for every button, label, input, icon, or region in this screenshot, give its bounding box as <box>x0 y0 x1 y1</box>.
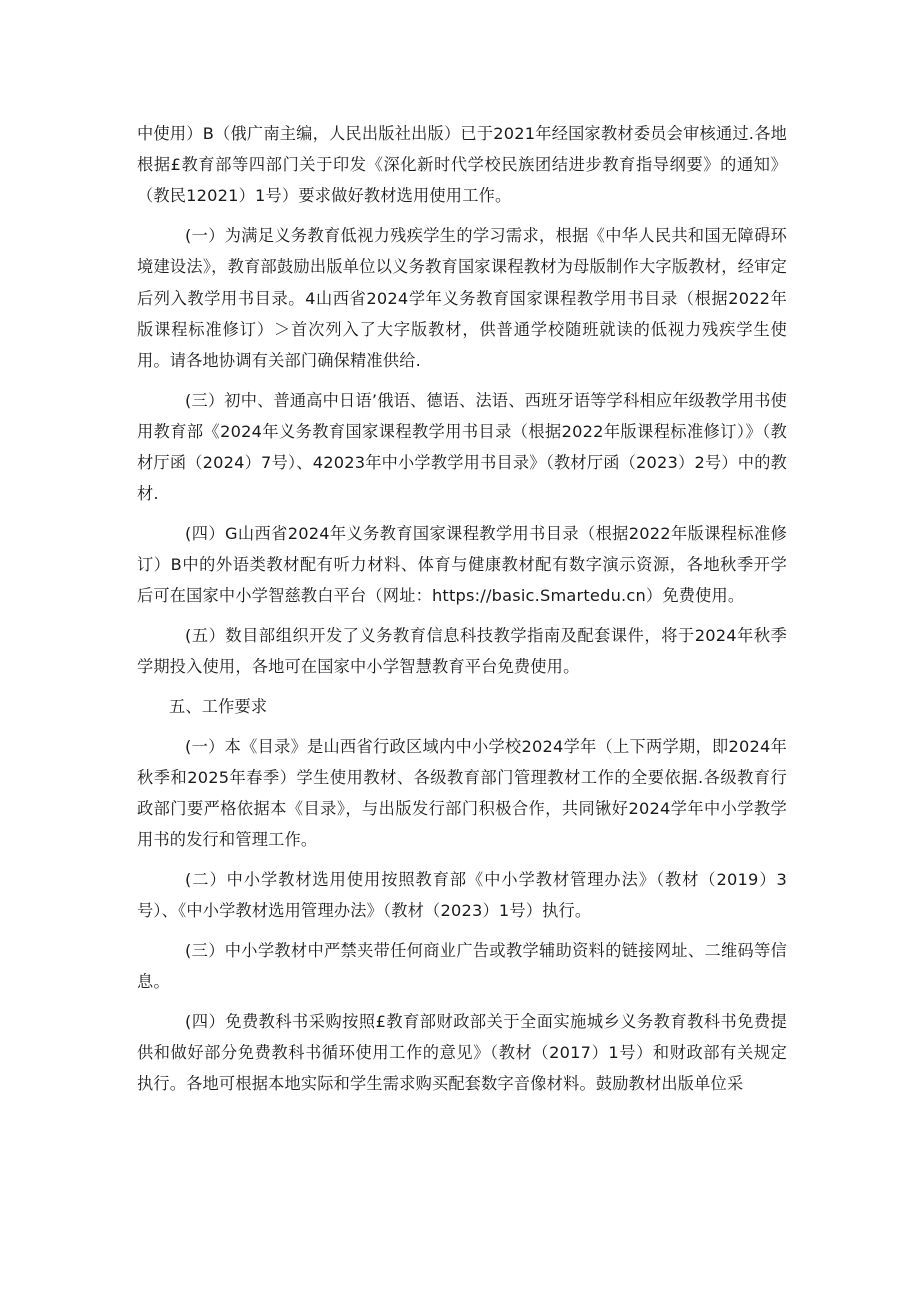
paragraph-item-3: (三）初中、普通高中日语’俄语、德语、法语、西班牙语等学科相应年级教学用书使用教育部《2024年义务教育国家课程教学用书目录（根据2022年版课程标准修订）》（教材厅函（2024）7号）、42023年中小学教学用书目录》（教材厅函（2023）2号）中的教材. <box>137 390 787 504</box>
paragraph-item-5: (五）数目部组织开发了义务教育信息科技教学指南及配套课件，将于2024年秋季学期投入使用，各地可在国家中小学智慧教育平台免费使用。 <box>137 626 787 677</box>
paragraph-continuation: 中使用）B（俄广南主编，人民出版社出版）已于2021年经国家教材委员会审核通过.各地根据£教育部等四部门关于印发《深化新时代学校民族团结进步教育指导纲要》的通知》（教民12021）1号）要求做好教材选用使用工作。 <box>137 124 787 206</box>
paragraph-item-4: (四）G山西省2024年义务教育国家课程教学用书目录（根据2022年版课程标准修订）B中的外语类教材配有听力材料、体育与健康教材配有数字演示资源，各地秋季开学后可在国家中小学智慈教白平台（网址：https://basic.Smartedu.cn）免费使用。 <box>137 523 787 606</box>
paragraph-requirement-2: (二）中小学教材选用使用按照教育部《中小学教材管理办法》（教材（2019）3号）、《中小学教材选用管理办法》（教材（2023）1号）执行。 <box>137 869 787 921</box>
paragraph-item-1: (一）为满足义务教育低视力残疾学生的学习需求，根据《中华人民共和国无障碍环境建设法》，教育部鼓励出版单位以义务教育国家课程教材为母版制作大字版教材，经审定后列入教学用书目录。4山西省2024学年义务教育国家课程教学用书目录（根据2022年版课程标准修订）＞首次列入了大字版教材，供普通学校随班就读的低视力残疾学生使用。请各地协调有关部门确保精准供给. <box>137 226 787 370</box>
paragraph-requirement-3: (三）中小学教材中严禁夹带任何商业广告或教学辅助资料的链接网址、二维码等信息。 <box>137 940 787 992</box>
paragraph-requirement-1: (一）本《目录》是山西省行政区域内中小学校2024学年（上下两学期，即2024年秋季和2025年春季）学生使用教材、各级教育部门管理教材工作的全要依据.各级教育行政部门要严格依据本《目录》，与出版发行部门积极合作，共同锹好2024学年中小学教学用书的发行和管理工作。 <box>137 736 787 850</box>
document-body <box>137 118 787 1099</box>
section-heading-work-requirements: 五、工作要求 <box>169 696 268 716</box>
paragraph-requirement-4: (四）免费教科书采购按照£教育部财政部关于全面实施城乡义务教育教科书免费提供和做好部分免费教科书循环使用工作的意见》（教材（2017）1号）和财政部有关规定执行。各地可根据本地实际和学生需求购买配套数字音像材料。鼓励教材出版单位采 <box>137 1011 787 1094</box>
